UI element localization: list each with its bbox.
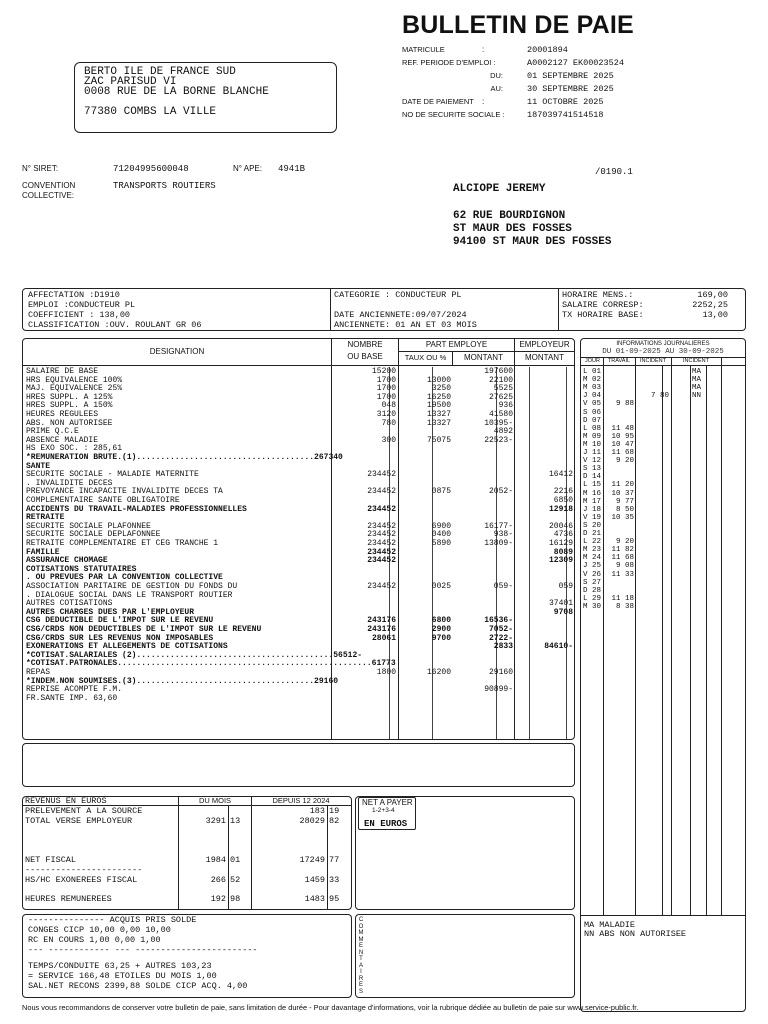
table-row-designation: *COTISAT.PATRONALES.....................................................61773	[26, 659, 396, 669]
journal-col-incident-2: INCIDENT	[683, 358, 709, 364]
employee-address-1: 62 RUE BOURDIGNON	[453, 210, 566, 222]
table-row-designation: . DIALOGUE SOCIAL DANS LE TRANSPORT ROUTIER	[26, 590, 233, 600]
table-row-montant: 197600	[484, 367, 513, 376]
table-row-designation: SECURITE SOCIALE PLAFONNEE	[26, 521, 151, 531]
table-row-base: 234452	[367, 547, 396, 557]
commentaires-letter: C	[358, 917, 364, 923]
employment-info-right-value: 2252,25	[692, 300, 728, 310]
table-row-montant: 22523-	[484, 435, 513, 445]
table-row-taux: 0025	[431, 582, 451, 591]
table-row-base: 234452	[367, 487, 396, 497]
journal-travail: 11 68	[611, 449, 634, 457]
journal-col-travail: TRAVAIL	[607, 358, 631, 364]
table-row-employeur: 2216	[553, 487, 573, 497]
table-row-montant: 16177-	[484, 521, 513, 531]
journal-travail: 9 77	[615, 497, 634, 506]
revenus-cumul-dec: 95	[329, 894, 340, 905]
journal-day: V 26	[583, 570, 602, 579]
table-row-designation: COTISATIONS STATUTAIRES	[26, 564, 137, 574]
revenus-cumul-int: 17249	[299, 855, 325, 865]
journal-col-jour: JOUR	[585, 358, 600, 364]
table-row-montant: 10395-	[484, 418, 513, 428]
table-row-base: 1700	[376, 392, 396, 402]
journal-travail: 9 20	[615, 457, 634, 466]
table-row-employeur: 6850	[553, 496, 573, 505]
journal-travail: 11 20	[611, 481, 634, 490]
table-row-designation: CSG/CRDS SUR LES REVENUS NON IMPOSABLES	[26, 633, 214, 643]
table-row-taux: 0400	[431, 530, 451, 540]
table-row-base: 28061	[371, 633, 396, 643]
journal-travail: 11 68	[611, 554, 634, 563]
journal-day: M 03	[583, 384, 602, 393]
table-row-designation: RETRAITE COMPLEMENTAIRE ET CEG TRANCHE 1	[26, 539, 219, 548]
journal-travail: 11 33	[611, 570, 634, 579]
table-row-designation: CSG DEDUCTIBLE DE L'IMPOT SUR LE REVENU	[26, 616, 214, 626]
header-info-value: 11 OCTOBRE 2025	[527, 97, 604, 107]
table-row-montant: 938-	[493, 530, 513, 540]
commentaires-letter: E	[358, 982, 363, 988]
taux-header: TAUX OU %	[404, 353, 447, 362]
commentaires-letter: M	[358, 936, 364, 943]
revenus-cumul-dec: 19	[329, 806, 340, 816]
journal-day: J 11	[583, 449, 602, 457]
conges-line: SAL.NET RECONS 2399,88 SOLDE CICP ACQ. 4,00	[28, 981, 248, 991]
revenus-depuis-header: DEPUIS 12 2024	[272, 796, 330, 805]
table-row-employeur: 84610-	[544, 642, 573, 652]
header-info-value: 20001894	[527, 45, 568, 55]
journal-day: J 04	[583, 392, 602, 401]
journal-day: M 16	[583, 489, 602, 498]
header-info-label: NO DE SECURITE SOCIALE :	[402, 110, 505, 119]
journal-day: L 29	[583, 594, 602, 603]
revenus-du-mois-header: DU MOIS	[198, 796, 232, 805]
table-row-designation: REPAS	[26, 668, 51, 677]
convention-label: CONVENTION	[22, 181, 76, 190]
header-info-label: MATRICULE	[402, 45, 445, 54]
table-row-base: 234452	[367, 582, 396, 591]
journal-day: M 02	[583, 376, 602, 385]
journal-incident: 7 80	[650, 392, 669, 401]
table-row-base: 780	[381, 418, 396, 428]
commentaires-letter: T	[359, 956, 363, 962]
table-row-designation: ASSOCIATION PARITAIRE DE GESTION DU FONDS DU	[26, 582, 238, 591]
table-row-montant: 90899-	[484, 685, 513, 695]
table-row-designation: HRES SUPPL. A 125%	[26, 392, 113, 402]
table-row-employeur: 12918	[548, 504, 573, 514]
table-row-montant: 22100	[488, 375, 513, 385]
table-row-montant: 5525	[493, 384, 513, 394]
commentaires-letter: R	[358, 975, 364, 982]
header-info-colon: :	[482, 97, 485, 106]
employment-info-right-label: TX HORAIRE BASE:	[562, 310, 644, 320]
journal-travail: 10 37	[611, 489, 634, 498]
journal-travail: 11 18	[611, 594, 634, 603]
journal-col-incident: INCIDENT	[640, 358, 666, 364]
journal-day: M 23	[583, 546, 602, 555]
table-row-employeur: 16129	[548, 539, 573, 548]
reference-code: /0190.1	[595, 167, 633, 177]
employment-info-middle-line: DATE ANCIENNETE:09/07/2024	[334, 310, 467, 320]
table-row-designation: FR.SANTE IMP. 63,60	[26, 693, 118, 703]
commentaires-letter: S	[358, 988, 363, 995]
table-row-designation: ASSURANCE CHOMAGE	[26, 556, 108, 566]
revenus-label: HEURES REMUNEREES	[25, 894, 112, 905]
employment-info-middle-line: ANCIENNETE: 01 AN ET 03 MOIS	[334, 320, 477, 330]
table-row-taux: 2900	[431, 625, 451, 634]
base-header: OU BASE	[347, 352, 383, 361]
journal-travail: 10 47	[611, 440, 634, 449]
revenus-cumul-int: 28029	[299, 815, 325, 826]
journal-code: MA	[692, 376, 702, 385]
journal-code: MA	[692, 368, 702, 376]
revenus-label: PRELEVEMENT A LA SOURCE	[25, 806, 143, 816]
journal-travail: 8 38	[615, 602, 634, 611]
table-row-base: 243176	[367, 625, 396, 634]
journal-travail: 11 48	[611, 424, 634, 433]
conges-line: --- ------------ --- ------------------------	[28, 945, 258, 955]
header-info-label: AU:	[490, 84, 503, 93]
commentaires-letter: N	[358, 949, 364, 956]
header-info-value: 187039741514518	[527, 110, 604, 120]
employee-name: ALCIOPE JEREMY	[453, 183, 546, 195]
table-row-base: 234452	[367, 539, 396, 548]
designation-header: DESIGNATION	[149, 347, 205, 356]
table-row-taux: 16200	[426, 668, 451, 677]
table-row-base: 234452	[367, 470, 396, 480]
journal-day: J 18	[583, 505, 602, 514]
net-a-payer-currency: EN EUROS	[364, 819, 408, 829]
table-row-designation: SECURITE SOCIALE - MALADIE MATERNITE	[26, 470, 199, 480]
header-info-label: DATE DE PAIEMENT	[402, 97, 474, 106]
employeur-header: EMPLOYEUR	[519, 340, 570, 349]
table-row-designation: AUTRES COTISATIONS	[26, 599, 113, 609]
journal-travail: 11 82	[611, 546, 634, 555]
table-row-employeur: 16412	[548, 470, 573, 480]
table-row-employeur: 37401	[548, 599, 573, 609]
revenus-mois-int: 266	[210, 874, 226, 885]
table-row-taux: 0875	[431, 487, 451, 497]
table-row-designation: *COTISAT.SALARIALES (2).........................................56512-	[26, 650, 363, 660]
header-info-value: 01 SEPTEMBRE 2025	[527, 71, 614, 81]
table-row-designation: ABSENCE MALADIE	[26, 435, 99, 445]
table-row-base: 234452	[367, 530, 396, 540]
table-row-designation: CSG/CRDS NON DEDUCTIBLES DE L'IMPOT SUR LE REVENU	[26, 625, 262, 634]
journal-day: L 22	[583, 538, 602, 547]
table-row-taux: 13000	[426, 375, 451, 385]
revenus-label: NET FISCAL	[25, 855, 77, 865]
table-row-designation: SANTE	[26, 461, 51, 471]
header-info-value: 30 SEPTEMBRE 2025	[527, 84, 614, 94]
table-row-employeur: 9708	[553, 607, 573, 617]
table-row-designation: RETRAITE	[26, 513, 65, 523]
table-row-taux: 16250	[426, 392, 451, 402]
table-row-montant: 29160	[488, 668, 513, 677]
revenus-label: TOTAL VERSE EMPLOYEUR	[25, 815, 133, 826]
journal-day: S 20	[583, 521, 602, 530]
table-row-base: 300	[381, 435, 396, 445]
journal-legend-nn: NN ABS NON AUTORISEE	[584, 929, 687, 939]
journal-day: D 14	[583, 473, 602, 482]
table-row-designation: SECURITE SOCIALE DEPLAFONNEE	[26, 530, 161, 540]
employment-info-left-line: EMPLOI :CONDUCTEUR PL	[28, 300, 136, 310]
table-row-taux: 6900	[431, 521, 451, 531]
montant-header: MONTANT	[464, 353, 503, 362]
ape-value: 4941B	[278, 164, 306, 174]
employer-city: 77380 COMBS LA VILLE	[84, 106, 217, 118]
employment-info-right-label: SALAIRE CORRESP:	[562, 300, 644, 310]
revenus-cumul-int: 183	[309, 806, 325, 816]
revenus-mois-dec: 01	[230, 855, 241, 865]
montant-employeur-header: MONTANT	[525, 353, 564, 362]
revenus-cumul-dec: 82	[329, 815, 340, 826]
table-row-taux: 13327	[426, 418, 451, 428]
journal-legend-ma: MA MALADIE	[584, 920, 636, 930]
employment-info-left-line: CLASSIFICATION :OUV. ROULANT GR 06	[28, 320, 202, 330]
commentaires-box	[355, 914, 575, 998]
table-row-designation: SALAIRE DE BASE	[26, 367, 99, 376]
table-row-designation: PREVOYANCE INCAPACITE INVALIDITE DECES TA	[26, 487, 223, 497]
table-row-designation: HRES SUPPL. A 150%	[26, 401, 113, 411]
convention-value: TRANSPORTS ROUTIERS	[113, 181, 216, 191]
employer-line-1: BERTO ILE DE FRANCE SUD	[84, 66, 236, 78]
revenus-title: REVENUS EN EUROS	[25, 796, 107, 806]
revenus-cumul-dec: 33	[329, 874, 340, 885]
table-row-designation: REPRISE ACOMPTE F.M.	[26, 685, 123, 695]
employment-info-right-value: 13,00	[702, 310, 728, 320]
header-info-label: DU:	[490, 71, 503, 80]
message-box	[22, 743, 575, 787]
journal-travail: 9 08	[615, 562, 634, 571]
net-a-payer-formula: 1-2+3-4	[372, 807, 395, 814]
revenus-mois-dec: 13	[230, 815, 241, 826]
employer-line-3: 0008 RUE DE LA BORNE BLANCHE	[84, 86, 269, 98]
journal-day: D 28	[583, 586, 602, 595]
part-employe-header: PART EMPLOYE	[425, 340, 488, 349]
journal-period: DU 01-09-2025 AU 30-09-2025	[602, 348, 724, 356]
journal-day: V 05	[583, 400, 602, 409]
employee-address-3: 94100 ST MAUR DES FOSSES	[453, 236, 612, 248]
table-row-montant: 2833	[493, 642, 513, 652]
table-row-designation: COMPLEMENTAIRE SANTE OBLIGATOIRE	[26, 496, 180, 505]
table-row-taux: 6800	[431, 616, 451, 626]
conges-line: TEMPS/CONDUITE 63,25 + AUTRES 103,23	[28, 961, 212, 971]
table-row-designation: *INDEM.NON SOUMISES.(3).....................................29160	[26, 676, 339, 686]
table-row-taux: 13327	[426, 410, 451, 419]
employment-info-left-line: AFFECTATION :D1910	[28, 290, 120, 300]
journal-day: D 21	[583, 530, 602, 538]
journal-day: M 17	[583, 497, 602, 506]
journal-day: J 25	[583, 562, 602, 571]
ape-label: N° APE:	[233, 164, 262, 173]
nombre-header: NOMBRE	[347, 340, 383, 349]
employment-info-right-value: 169,00	[697, 290, 728, 300]
table-row-base: 048	[381, 401, 396, 411]
table-row-taux: 5890	[431, 539, 451, 548]
journal-code: MA	[692, 384, 702, 393]
table-row-base: 234452	[367, 556, 396, 566]
siret-label: N° SIRET:	[22, 164, 59, 173]
commentaires-letter: M	[358, 930, 364, 936]
journal-day: S 13	[583, 465, 602, 474]
conges-line: RC EN COURS 1,00 0,00 1,00	[28, 935, 161, 945]
journal-code: NN	[692, 392, 702, 401]
revenus-cumul-dec: 77	[329, 855, 340, 865]
table-row-base: 1800	[376, 668, 396, 677]
table-row-montant: 2052-	[488, 487, 513, 497]
journal-travail: 10 35	[611, 513, 634, 522]
table-row-employeur: 8089	[553, 547, 573, 557]
table-row-designation: HEURES REGULEES	[26, 410, 99, 419]
table-row-designation: EXONERATIONS ET ALLEGEMENTS DE COTISATIONS	[26, 642, 228, 652]
journal-day: L 01	[583, 368, 602, 376]
table-row-montant: 7052-	[488, 625, 513, 634]
table-row-montant: 2722-	[488, 633, 513, 643]
table-row-montant: 4892	[493, 427, 513, 437]
header-info-value: A0002127 EK00023524	[527, 58, 624, 68]
header-info-colon: :	[482, 45, 485, 54]
journal-day: V 12	[583, 457, 602, 466]
table-row-montant: 936	[498, 401, 513, 411]
revenus-mois-int: 3291	[205, 815, 226, 826]
journal-title: INFORMATIONS JOURNALIERES	[616, 341, 710, 347]
table-row-designation: HRS EQUIVALENCE 100%	[26, 375, 123, 385]
journal-day: M 10	[583, 440, 602, 449]
journal-travail: 10 95	[611, 432, 634, 441]
revenus-label: -----------------------	[25, 864, 143, 875]
journal-day: M 09	[583, 432, 602, 441]
table-row-designation: HS EXO SOC. : 285,61	[26, 444, 123, 454]
table-row-taux: 19500	[426, 401, 451, 411]
revenus-label: HS/HC EXONEREES FISCAL	[25, 874, 138, 885]
commentaires-letter: A	[358, 962, 363, 969]
journal-day: L 15	[583, 481, 602, 490]
employer-line-2: ZAC PARISUD VI	[84, 76, 177, 88]
table-row-base: 1700	[376, 375, 396, 385]
employment-info-right-label: HORAIRE MENS.:	[562, 290, 634, 300]
commentaires-letter: E	[358, 943, 363, 949]
employee-address-2: ST MAUR DES FOSSES	[453, 223, 572, 235]
convention-label-2: COLLECTIVE:	[22, 191, 75, 200]
journal-day: L 08	[583, 424, 602, 433]
table-row-montant: 13809-	[484, 539, 513, 548]
page-title: BULLETIN DE PAIE	[402, 11, 634, 39]
journal-travail: 9 88	[615, 400, 634, 409]
table-row-employeur: 20046	[548, 521, 573, 531]
journal-day: V 19	[583, 513, 602, 522]
table-row-designation: PRIME Q.C.E	[26, 427, 79, 437]
conges-line: CONGES CICP 10,00 0,00 10,00	[28, 925, 171, 935]
table-row-montant: 059-	[493, 582, 513, 591]
table-row-designation: . OU PREVUES PAR LA CONVENTION COLLECTIVE	[26, 573, 223, 583]
table-row-taux: 75075	[426, 435, 451, 445]
table-row-designation: ACCIDENTS DU TRAVAIL-MALADIES PROFESSIONNELLES	[26, 504, 247, 514]
table-row-designation: MAJ. EQUIVALENCE 25%	[26, 384, 123, 394]
table-row-designation: ABS. NON AUTORISEE	[26, 418, 113, 428]
revenus-cumul-int: 1483	[304, 894, 325, 905]
revenus-mois-dec: 52	[230, 874, 241, 885]
revenus-mois-dec: 98	[230, 894, 241, 905]
revenus-cumul-int: 1459	[304, 874, 325, 885]
journal-travail: 9 20	[615, 538, 634, 547]
table-row-base: 234452	[367, 504, 396, 514]
employment-info-middle-line: CATEGORIE : CONDUCTEUR PL	[334, 290, 462, 300]
journal-day: M 24	[583, 554, 602, 563]
table-row-taux: 9700	[431, 633, 451, 643]
table-row-base: 15200	[371, 367, 396, 376]
table-row-employeur: 12309	[548, 556, 573, 566]
table-row-employeur: 4736	[553, 530, 573, 540]
revenus-mois-int: 192	[210, 894, 226, 905]
table-row-montant: 16536-	[484, 616, 513, 626]
table-row-base: 1700	[376, 384, 396, 394]
header-info-label: REF. PERIODE D'EMPLOI :	[402, 58, 496, 67]
table-row-base: 243176	[367, 616, 396, 626]
journal-day: D 07	[583, 416, 602, 425]
table-row-base: 3120	[376, 410, 396, 419]
table-row-designation: *REMUNERATION BRUTE.(1).....................................267340	[26, 453, 343, 462]
commentaires-letter: I	[360, 969, 362, 975]
table-row-employeur: 059	[558, 582, 573, 591]
table-row-base: 234452	[367, 521, 396, 531]
revenus-mois-int: 1984	[205, 855, 226, 865]
conges-line: = SERVICE 166,48 ETOILES DU MOIS 1,00	[28, 971, 217, 981]
journal-day: S 27	[583, 578, 602, 587]
employment-info-left-line: COEFFICIENT : 138,00	[28, 310, 131, 320]
table-row-taux: 3250	[431, 384, 451, 394]
table-row-montant: 27625	[488, 392, 513, 402]
journal-day: M 30	[583, 602, 602, 611]
net-a-payer-title: NET A PAYER	[362, 798, 413, 807]
table-row-designation: AUTRES CHARGES DUES PAR L'EMPLOYEUR	[26, 607, 195, 617]
journal-travail: 8 50	[615, 505, 634, 514]
table-row-designation: FAMILLE	[26, 547, 60, 557]
footer-note: Nous vous recommandons de conserver votre bulletin de paie, sans limitation de durée - Pour davantage d'informations, voir la rubrique dédiée au bulletin de paie sur www.service-public.fr.	[22, 1003, 639, 1012]
commentaires-letter: O	[358, 923, 364, 930]
table-row-designation: . INVALIDITE DECES	[26, 478, 113, 488]
conges-line: --------------- ACQUIS PRIS SOLDE	[28, 915, 197, 925]
siret-value: 71204995600048	[113, 164, 189, 174]
journal-day: S 06	[583, 408, 602, 417]
table-row-montant: 41580	[488, 410, 513, 419]
